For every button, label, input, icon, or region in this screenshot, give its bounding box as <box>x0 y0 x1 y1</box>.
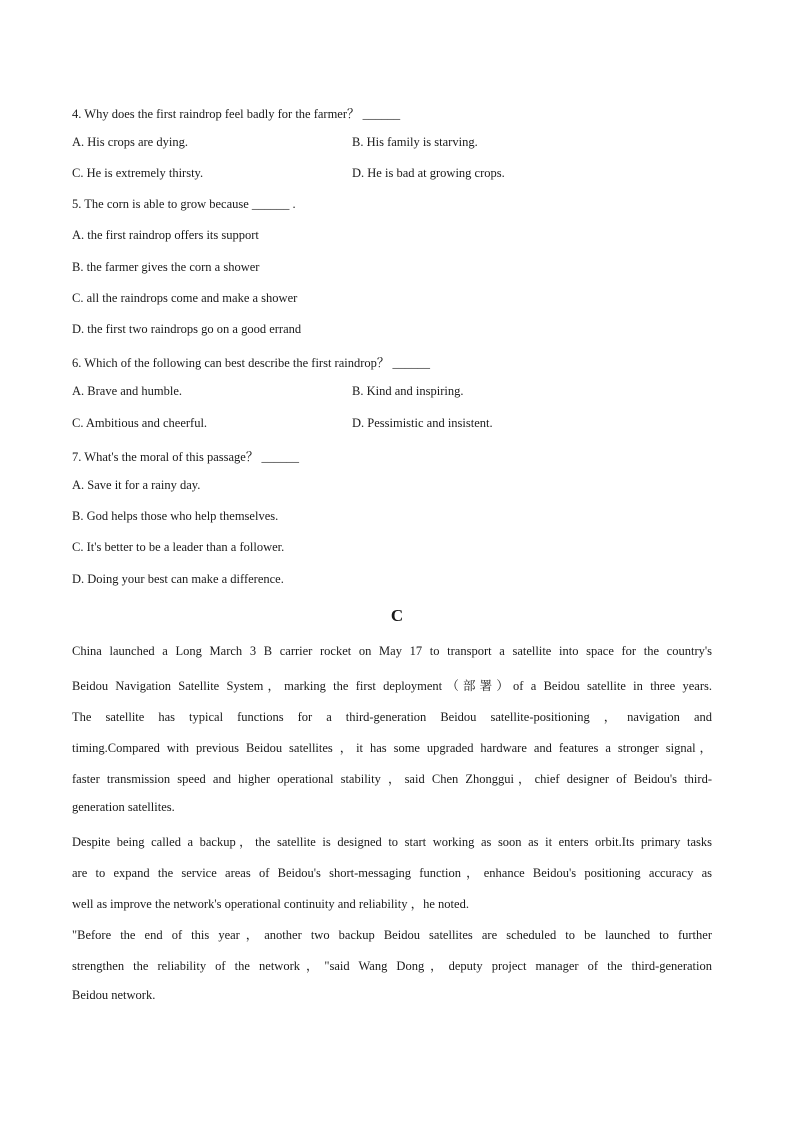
question-4-option-c: C. He is extremely thirsty. <box>72 166 204 180</box>
passage-line: The satellite has typical functions for a third-generation Beidou satellite-positioning ，navigation and <box>72 710 712 724</box>
question-6-option-c: C. Ambitious and cheerful. <box>72 416 208 430</box>
question-4-option-a: A. His crops are dying. <box>72 135 188 149</box>
passage-line: well as improve the network's operational continuity and reliability ，he noted. <box>72 897 469 911</box>
section-title: C <box>390 606 404 625</box>
question-7-stem: 7. What's the moral of this passage？ ______ <box>72 450 299 464</box>
question-5-option-a: A. the first raindrop offers its support <box>72 228 259 242</box>
passage-line: Despite being called a backup，the satellite is designed to start working as soon as it enters orbit.Its primary tasks <box>72 835 712 849</box>
passage-line: Beidou Navigation Satellite System，marking the first deployment（部署）of a Beidou satellite in three years. <box>72 679 712 693</box>
question-6-stem: 6. Which of the following can best describe the first raindrop？ ______ <box>72 356 431 370</box>
passage-line: strengthen the reliability of the network，"said Wang Dong，deputy project manager of the third-generation <box>72 959 712 973</box>
question-7-option-c: C. It's better to be a leader than a follower. <box>72 540 285 554</box>
question-6-option-d: D. Pessimistic and insistent. <box>352 416 493 430</box>
passage-line: are to expand the service areas of Beidou's short-messaging function，enhance Beidou's positioning accuracy as <box>72 866 712 880</box>
question-4-option-b: B. His family is starving. <box>352 135 478 149</box>
question-6-option-a: A. Brave and humble. <box>72 384 183 398</box>
question-7-option-a: A. Save it for a rainy day. <box>72 478 201 492</box>
question-5-option-c: C. all the raindrops come and make a shower <box>72 291 298 305</box>
passage-line: Beidou network. <box>72 988 156 1002</box>
passage-line: "Before the end of this year，another two backup Beidou satellites are scheduled to be launched to further <box>72 928 712 942</box>
passage-line: generation satellites. <box>72 800 175 814</box>
question-5-stem: 5. The corn is able to grow because ______ . <box>72 197 296 211</box>
passage-line: timing.Compared with previous Beidou satellites ，it has some upgraded hardware and features a stronger signal， <box>72 741 712 755</box>
question-7-option-d: D. Doing your best can make a difference. <box>72 572 284 586</box>
question-4-stem: 4. Why does the first raindrop feel badly for the farmer？ ______ <box>72 107 401 121</box>
question-4-option-d: D. He is bad at growing crops. <box>352 166 505 180</box>
passage-line: China launched a Long March 3 B carrier rocket on May 17 to transport a satellite into space for the country's <box>72 644 712 658</box>
passage-line: faster transmission speed and higher operational stability ，said Chen Zhonggui，chief designer of Beidou's third- <box>72 772 712 786</box>
question-5-option-d: D. the first two raindrops go on a good errand <box>72 322 302 336</box>
question-6-option-b: B. Kind and inspiring. <box>352 384 464 398</box>
question-7-option-b: B. God helps those who help themselves. <box>72 509 279 523</box>
question-5-option-b: B. the farmer gives the corn a shower <box>72 260 260 274</box>
